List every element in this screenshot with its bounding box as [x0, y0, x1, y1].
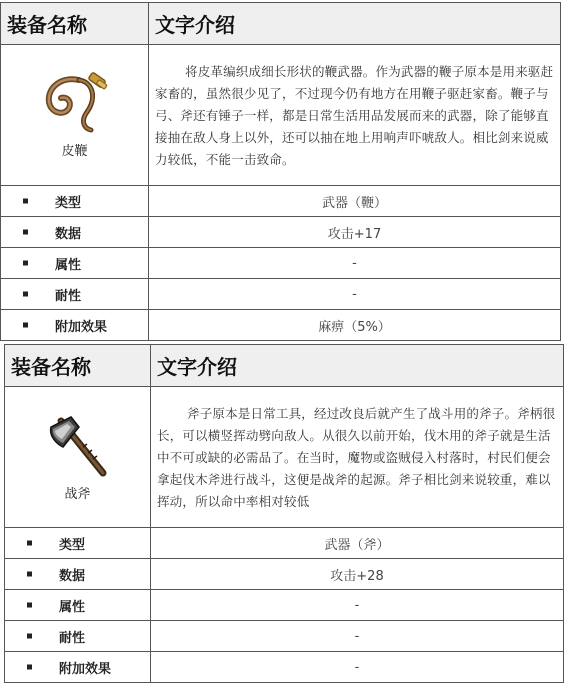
header-description: 文字介绍	[151, 345, 564, 387]
header-equipment-name: 装备名称	[1, 3, 149, 45]
battle-axe-icon	[43, 413, 113, 479]
attribute-row-extra-effect	[5, 652, 564, 683]
attribute-row-extra-effect	[1, 310, 561, 341]
attribute-value: -	[149, 279, 561, 310]
attribute-value: 攻击+17	[149, 217, 561, 248]
attribute-value: -	[151, 621, 564, 652]
attribute-value: -	[151, 590, 564, 621]
attribute-value: 攻击+28	[151, 559, 564, 590]
attribute-row-resistance	[5, 621, 564, 652]
attribute-label: 属性	[59, 599, 86, 615]
attribute-label: 数据	[59, 568, 86, 584]
attribute-row-element	[5, 590, 564, 621]
table-header	[5, 345, 564, 387]
attribute-row-resistance	[1, 279, 561, 310]
attribute-row-element	[1, 248, 561, 279]
attribute-row-type	[5, 528, 564, 559]
attribute-label: 类型	[55, 195, 82, 211]
attribute-row-stats	[1, 217, 561, 248]
attribute-value: -	[151, 652, 564, 683]
item-description: 将皮革编织成细长形状的鞭武器。作为武器的鞭子原本是用来驱赶家畜的，虽然很少见了，不过现今仍有地方在用鞭子驱赶家畜。鞭子与弓、斧还有锤子一样，都是日常生活用品发展而来的武器，除了能够直接抽在敌人身上以外，还可以抽在地上用响声吓唬敌人。相比剑来说威力较低，不能一击致命。	[149, 45, 561, 186]
header-equipment-name: 装备名称	[5, 345, 151, 387]
item-cell	[1, 45, 149, 186]
table-header	[1, 3, 561, 45]
attribute-value: 武器（斧）	[151, 528, 564, 559]
item-description: 斧子原本是日常工具，经过改良后就产生了战斗用的斧子。斧柄很长，可以横竖挥动劈向敌人。从很久以前开始，伐木用的斧子就是生活中不可或缺的必需品了。在当时，魔物或盗贼侵入村落时，村民们便会拿起伐木斧进行战斗，这便是战斧的起源。斧子相比剑来说较重，难以挥动，所以命中率相对较低	[151, 387, 564, 528]
attribute-label: 附加效果	[55, 319, 108, 335]
attribute-label: 附加效果	[59, 661, 112, 677]
header-description: 文字介绍	[149, 3, 561, 45]
equipment-table-whip	[0, 2, 561, 341]
attribute-label: 数据	[55, 226, 82, 242]
item-row	[1, 45, 561, 186]
item-name: 皮鞭	[61, 143, 88, 159]
attribute-label: 耐性	[59, 630, 86, 646]
attribute-label: 类型	[59, 537, 86, 553]
attribute-value: -	[149, 248, 561, 279]
attribute-row-stats	[5, 559, 564, 590]
item-cell	[5, 387, 151, 528]
attribute-row-type	[1, 186, 561, 217]
whip-icon	[39, 72, 111, 136]
attribute-value: 麻痹（5%）	[149, 310, 561, 341]
item-name: 战斧	[64, 486, 91, 502]
attribute-value: 武器（鞭）	[149, 186, 561, 217]
equipment-table-battle-axe	[4, 344, 564, 683]
attribute-label: 耐性	[55, 288, 82, 304]
item-row	[5, 387, 564, 528]
attribute-label: 属性	[55, 257, 82, 273]
